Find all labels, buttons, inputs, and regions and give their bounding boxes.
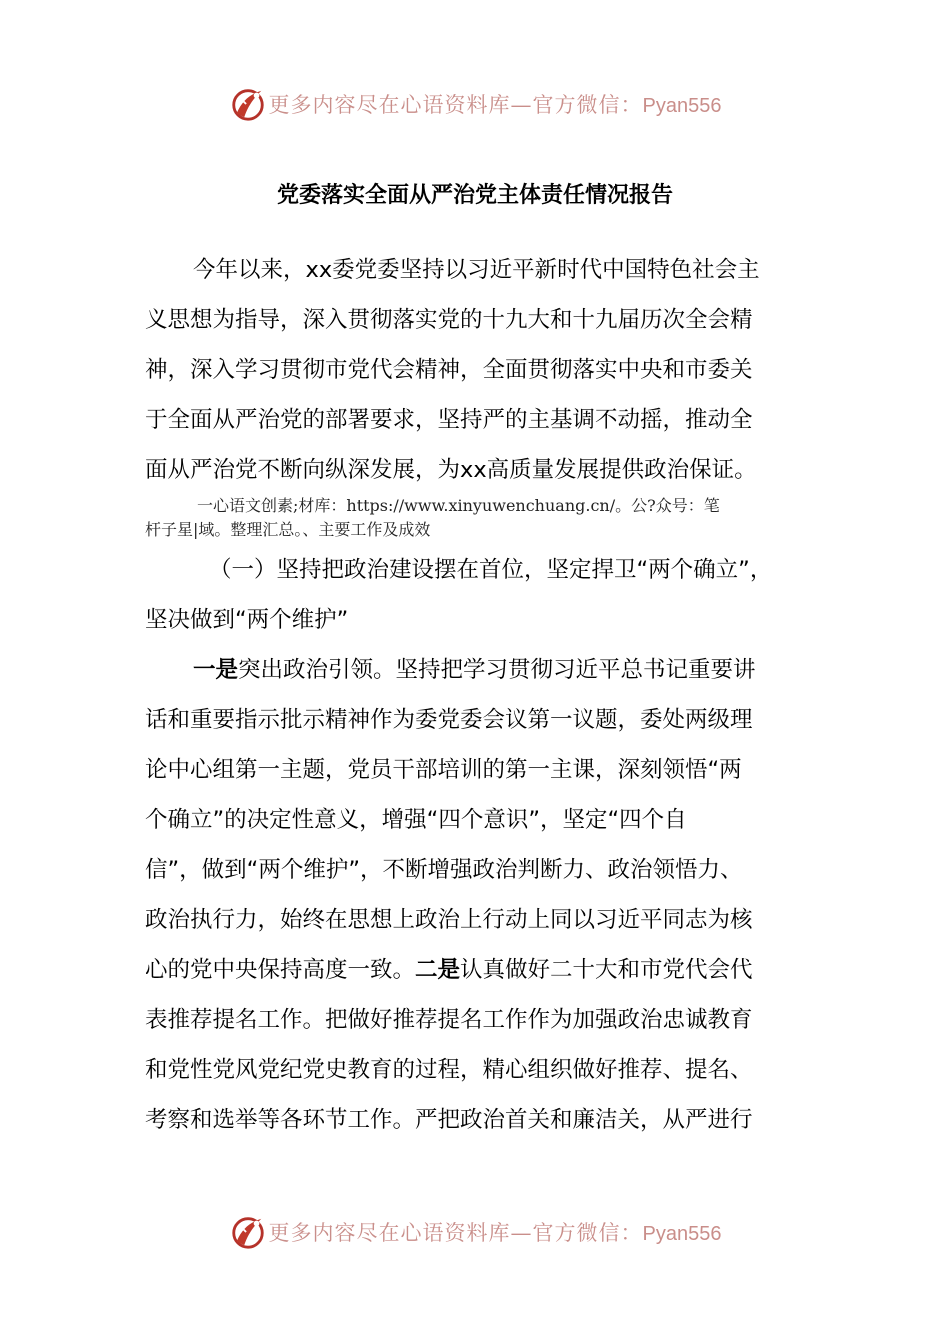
point-line: 考察和选举等各环节工作。严把政治首关和廉洁关，从严进行	[145, 1107, 753, 1133]
banner-text	[269, 1217, 722, 1247]
point-line	[145, 945, 810, 995]
source-note	[145, 494, 805, 542]
point-line: 政治执行力，始终在思想上政治上行动上同以习近平同志为核	[145, 907, 753, 933]
point-line: 表推荐提名工作。把做好推荐提名工作作为加强政治忠诚教育	[145, 1007, 753, 1033]
source-note-line: 杆子星|域。整理汇总。、主要工作及成效	[145, 520, 431, 539]
intro-line: 今年以来，xx委党委坚持以习近平新时代中国特色社会主	[193, 257, 760, 283]
point-paragraph	[145, 645, 810, 1145]
intro-line: 义思想为指导，深入贯彻落实党的十九大和十九届历次全会精	[145, 307, 753, 333]
point-line-text: 心的党中央保持高度一致。	[145, 957, 416, 983]
point-line: 论中心组第一主题，党员干部培训的第一主课，深刻领悟“两	[145, 757, 742, 783]
intro-paragraph	[145, 245, 810, 495]
banner-slogan: 更多内容尽在心语资料库—官方微信：	[268, 93, 643, 117]
brand-logo-icon	[229, 85, 267, 123]
point-line-text: 突出政治引领。坚持把学习贯彻习近平总书记重要讲	[238, 657, 756, 683]
point-line: 信”，做到“两个维护”，不断增强政治判断力、政治领悟力、	[145, 857, 743, 883]
footer-watermark-banner	[0, 1210, 950, 1254]
point-lead-bold: 二是	[415, 957, 461, 983]
section-heading-line: 坚决做到“两个维护”	[145, 607, 349, 633]
point-line: 话和重要指示批示精神作为委党委会议第一议题，委处两级理	[145, 707, 753, 733]
brand-logo-icon	[229, 1213, 267, 1251]
point-line: 个确立”的决定性意义，增强“四个意识”，坚定“四个自	[145, 807, 687, 833]
section-heading-line: （一）坚持把政治建设摆在首位，坚定捍卫“两个确立”，	[209, 557, 773, 583]
intro-line: 于全面从严治党的部署要求，坚持严的主基调不动摇，推动全	[145, 407, 753, 433]
document-title: 党委落实全面从严治党主体责任情况报告	[276, 183, 673, 208]
header-watermark-banner	[0, 82, 950, 126]
intro-line: 神，深入学习贯彻市党代会精神，全面贯彻落实中央和市委关	[145, 357, 753, 383]
banner-slogan: 更多内容尽在心语资料库—官方微信：	[268, 1221, 643, 1245]
source-note-line: 一心语文创素;材库：https://www.xinyuwenchuang.cn/。公?众号：笔	[197, 496, 720, 515]
point-line: 和党性党风党纪党史教育的过程，精心组织做好推荐、提名、	[145, 1057, 753, 1083]
banner-wechat-id: Pyan556	[642, 1223, 722, 1245]
banner-text	[269, 89, 722, 119]
section-heading	[145, 545, 810, 645]
point-line-text: 认真做好二十大和市党代会代	[460, 957, 753, 983]
banner-wechat-id: Pyan556	[642, 95, 722, 117]
point-line	[145, 645, 810, 695]
point-lead-bold: 一是	[193, 657, 239, 683]
intro-line: 面从严治党不断向纵深发展，为xx高质量发展提供政治保证。	[145, 457, 757, 483]
